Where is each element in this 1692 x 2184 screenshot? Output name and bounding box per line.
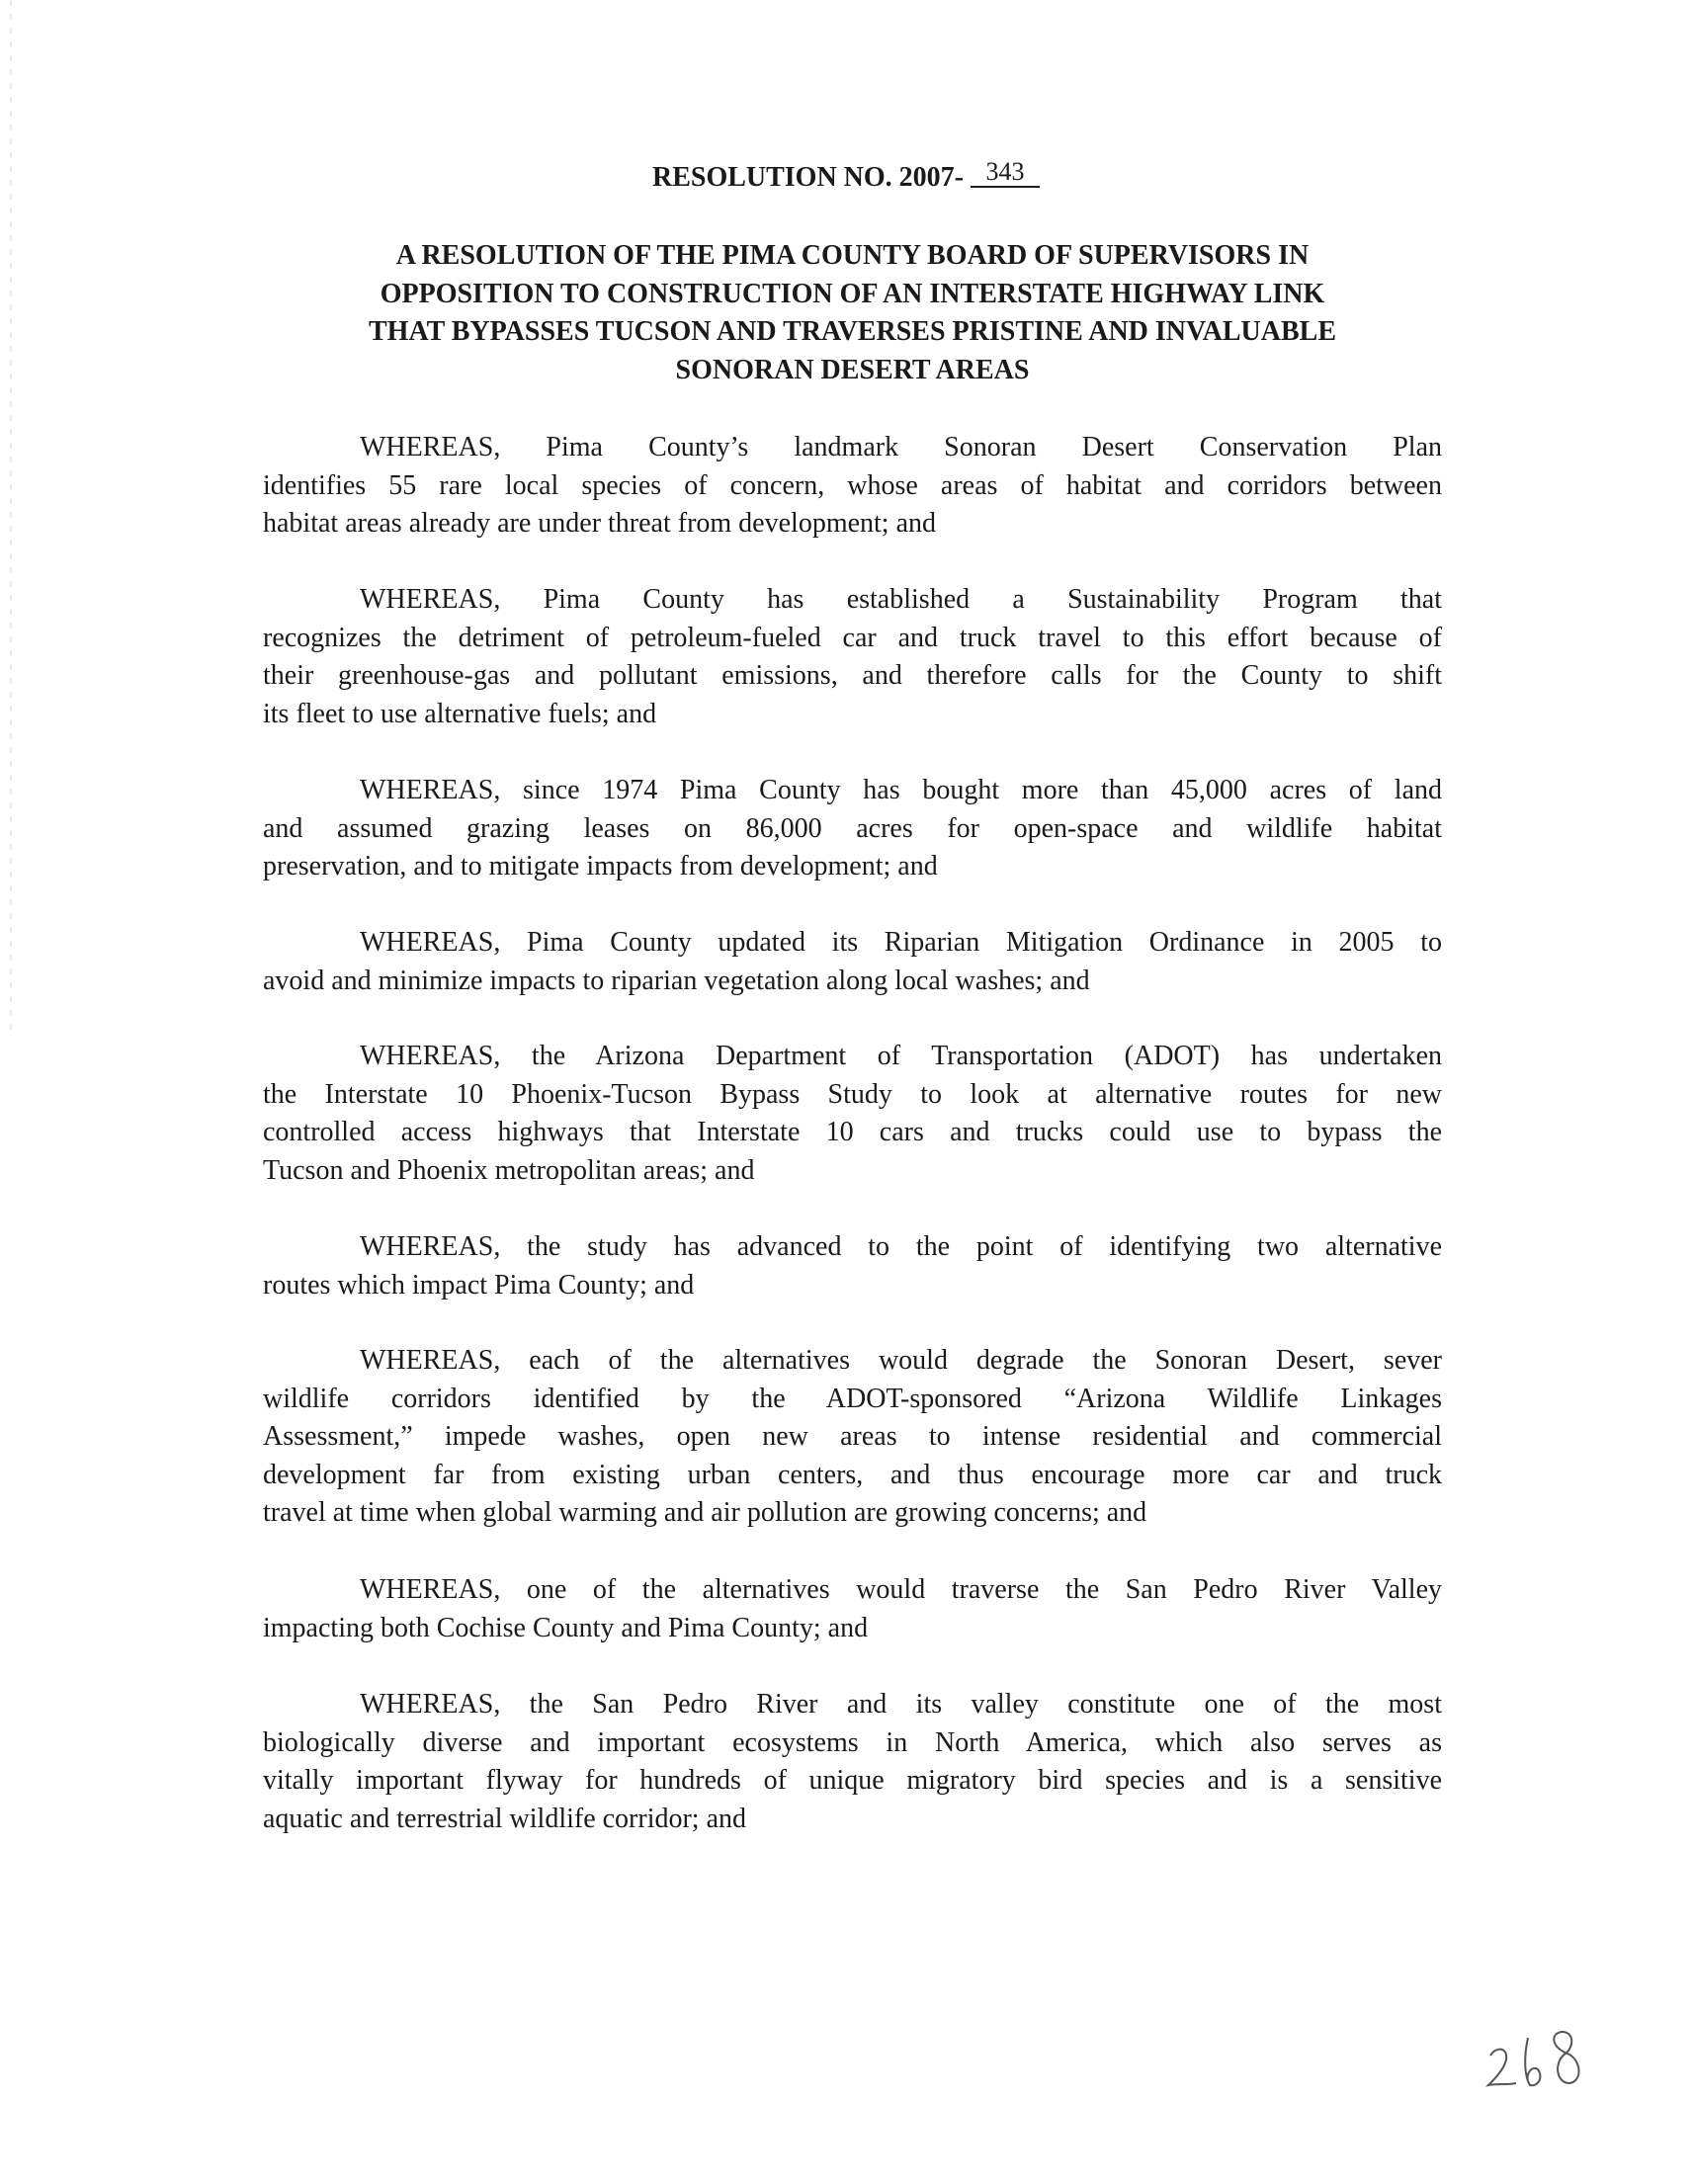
paragraph-line: habitat areas already are under threat from development; and [263, 508, 937, 539]
paragraph-line: biologically diverse and important ecosystems in North America, which also serves as [263, 1726, 1442, 1758]
paragraph-line: controlled access highways that Interstate 10 cars and trucks could use to bypass the [263, 1117, 1442, 1147]
resolution-title-prefix: RESOLUTION NO. 2007- [651, 162, 965, 193]
paragraph-line: Tucson and Phoenix metropolitan areas; and [263, 1154, 755, 1186]
paragraph-line: WHEREAS, the Arizona Department of Transportation (ADOT) has undertaken [360, 1041, 1442, 1071]
paragraph-line: WHEREAS, the study has advanced to the point of identifying two alternative [360, 1231, 1442, 1262]
whereas-paragraph [263, 1342, 1442, 1533]
paragraph-line: wildlife corridors identified by the ADOT-sponsored “Arizona Wildlife Linkages [263, 1383, 1442, 1414]
whereas-paragraph [263, 1228, 1442, 1304]
resolution-number: 343 [971, 158, 1040, 188]
paragraph-line: travel at time when global warming and air pollution are growing concerns; and [263, 1497, 1147, 1528]
whereas-paragraph [263, 429, 1442, 544]
paragraph-line: WHEREAS, Pima County’s landmark Sonoran Desert Conservation Plan [360, 432, 1442, 462]
paragraph-line: development far from existing urban centers, and thus encourage more car and truck [263, 1459, 1442, 1490]
whereas-paragraph [263, 1686, 1442, 1838]
paragraph-line: routes which impact Pima County; and [263, 1269, 695, 1301]
paragraph-line: impacting both Cochise County and Pima County; and [263, 1612, 869, 1643]
paragraph-line: WHEREAS, Pima County updated its Riparian Mitigation Ordinance in 2005 to [360, 927, 1442, 958]
paragraph-line: the Interstate 10 Phoenix-Tucson Bypass Study to look at alternative routes for new [263, 1078, 1442, 1110]
paragraph-line: their greenhouse-gas and pollutant emissions, and therefore calls for the County to shift [263, 660, 1442, 691]
resolution-title [0, 158, 1692, 194]
paragraph-line: recognizes the detriment of petroleum-fueled car and truck travel to this effort because of [263, 622, 1442, 653]
paragraph-line: WHEREAS, each of the alternatives would degrade the Sonoran Desert, sever [360, 1345, 1442, 1376]
handwritten-page-number [1482, 2026, 1591, 2095]
whereas-paragraph [263, 1038, 1442, 1190]
paragraph-line: WHEREAS, one of the alternatives would traverse the San Pedro River Valley [360, 1574, 1442, 1605]
paragraph-line: aquatic and terrestrial wildlife corridor; and [263, 1803, 747, 1834]
scan-edge-artifact [10, 0, 12, 1038]
paragraph-line: and assumed grazing leases on 86,000 acres for open-space and wildlife habitat [263, 812, 1442, 844]
whereas-paragraph [263, 924, 1442, 1000]
whereas-paragraph [263, 772, 1442, 886]
paragraph-line: Assessment,” impede washes, open new areas to intense residential and commercial [263, 1421, 1442, 1452]
heading-line: A RESOLUTION OF THE PIMA COUNTY BOARD OF SUPERVISORS IN [395, 240, 1310, 271]
heading-line: OPPOSITION TO CONSTRUCTION OF AN INTERSTATE HIGHWAY LINK [380, 278, 1325, 309]
heading-line: SONORAN DESERT AREAS [675, 354, 1030, 385]
paragraph-line: its fleet to use alternative fuels; and [263, 698, 657, 729]
paragraph-line: vitally important flyway for hundreds of unique migratory bird species and is a sensitive [263, 1765, 1442, 1796]
paragraph-line: preservation, and to mitigate impacts from development; and [263, 851, 938, 882]
whereas-paragraph [263, 1571, 1442, 1647]
paragraph-line: WHEREAS, since 1974 Pima County has bought more than 45,000 acres of land [360, 775, 1442, 805]
heading-line: THAT BYPASSES TUCSON AND TRAVERSES PRISTINE AND INVALUABLE [368, 316, 1336, 347]
paragraph-line: WHEREAS, the San Pedro River and its valley constitute one of the most [360, 1689, 1442, 1720]
whereas-paragraph [263, 581, 1442, 733]
paragraph-line: WHEREAS, Pima County has established a Sustainability Program that [360, 584, 1442, 615]
paragraph-line: identifies 55 rare local species of concern, whose areas of habitat and corridors between [263, 469, 1442, 501]
resolution-heading [263, 237, 1442, 389]
paragraph-line: avoid and minimize impacts to riparian vegetation along local washes; and [263, 965, 1090, 996]
